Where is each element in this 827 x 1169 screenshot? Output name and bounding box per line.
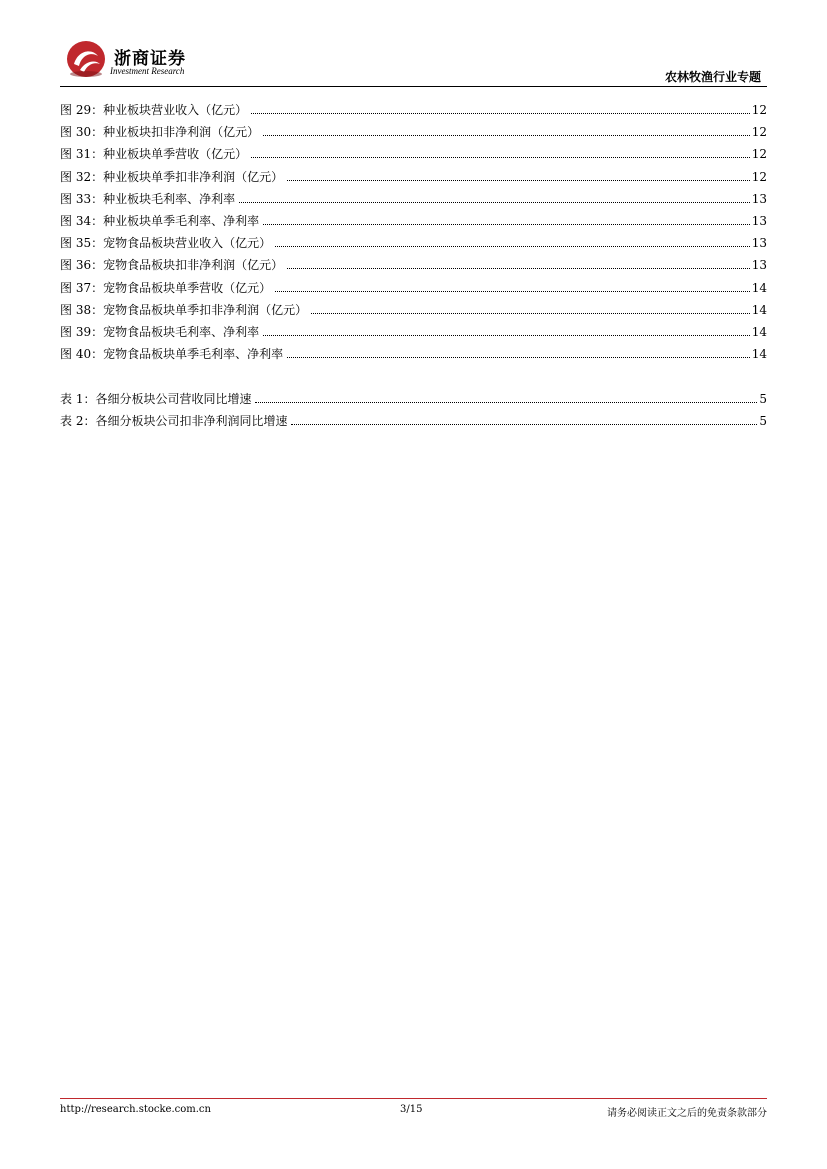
footer-divider [60, 1098, 767, 1099]
toc-entry[interactable] [60, 390, 767, 412]
toc-entry[interactable] [60, 301, 767, 323]
dot-leader [239, 202, 750, 203]
dot-leader [311, 313, 750, 314]
toc-entry[interactable] [60, 345, 767, 367]
page-number: 3/15 [400, 1104, 423, 1115]
dot-leader [291, 424, 757, 425]
toc-entry[interactable] [60, 123, 767, 145]
dot-leader [263, 224, 750, 225]
dot-leader [287, 268, 750, 269]
dot-leader [287, 357, 750, 358]
toc-entry[interactable] [60, 412, 767, 434]
toc-entry-label: 图 34：种业板块单季毛利率、净利率 [60, 213, 260, 228]
toc-entry[interactable] [60, 234, 767, 256]
table-list [60, 390, 767, 434]
header-divider [60, 86, 767, 87]
toc-entry-page: 12 [751, 169, 767, 184]
toc-entry-label: 表 1：各细分板块公司营收同比增速 [60, 392, 252, 406]
dot-leader [287, 180, 750, 181]
toc-entry-page: 5 [759, 392, 767, 406]
toc-entry-label: 图 38：宠物食品板块单季扣非净利润（亿元） [60, 302, 308, 317]
toc-entry-page: 14 [751, 280, 767, 295]
toc-entry[interactable] [60, 212, 767, 234]
toc-entry-page: 5 [759, 414, 767, 429]
toc-entry-page: 13 [751, 258, 767, 273]
toc-entry-label: 图 40：宠物食品板块单季毛利率、净利率 [60, 347, 284, 362]
toc-entry-page: 13 [751, 191, 767, 206]
toc-entry[interactable] [60, 323, 767, 345]
dot-leader [275, 291, 750, 292]
toc-entry-label: 图 36：宠物食品板块扣非净利润（亿元） [60, 258, 284, 273]
report-title: 农林牧渔行业专题 [664, 70, 761, 84]
toc-entry[interactable] [60, 190, 767, 212]
toc-entry[interactable] [60, 145, 767, 167]
toc-entry-label: 表 2：各细分板块公司扣非净利润同比增速 [60, 414, 288, 429]
dot-leader [275, 246, 750, 247]
dot-leader [263, 335, 750, 336]
toc-entry[interactable] [60, 279, 767, 301]
dot-leader [251, 113, 750, 114]
toc-entry-label: 图 39：宠物食品板块毛利率、净利率 [60, 324, 260, 339]
logo-icon [66, 40, 106, 78]
toc-entry-page: 14 [751, 302, 767, 317]
toc-entry-label: 图 37：宠物食品板块单季营收（亿元） [60, 280, 272, 295]
toc-entry-label: 图 32：种业板块单季扣非净利润（亿元） [60, 169, 284, 184]
toc-entry-page: 13 [751, 236, 767, 251]
company-name-cn: 浙商证券 [114, 49, 186, 69]
footer-url[interactable]: http://research.stocke.com.cn [60, 1104, 211, 1115]
dot-leader [255, 402, 757, 403]
disclaimer-note: 请务必阅读正文之后的免责条款部分 [607, 1108, 767, 1119]
company-name-en: Investment Research [110, 66, 185, 76]
toc-entry[interactable] [60, 101, 767, 123]
toc-entry-page: 12 [751, 125, 767, 140]
figure-list [60, 101, 767, 367]
toc-entry-label: 图 31：种业板块单季营收（亿元） [60, 147, 248, 162]
toc-entry-label: 图 35：宠物食品板块营业收入（亿元） [60, 236, 272, 251]
toc-entry-page: 13 [751, 213, 767, 228]
toc-entry-label: 图 33：种业板块毛利率、净利率 [60, 191, 236, 206]
toc-entry-page: 12 [751, 103, 767, 117]
toc-entry-label: 图 30：种业板块扣非净利润（亿元） [60, 125, 260, 140]
toc-entry[interactable] [60, 256, 767, 278]
toc-entry[interactable] [60, 168, 767, 190]
toc-entry-page: 12 [751, 147, 767, 162]
toc-entry-page: 14 [751, 347, 767, 362]
dot-leader [251, 157, 750, 158]
toc-entry-page: 14 [751, 324, 767, 339]
dot-leader [263, 135, 750, 136]
toc-entry-label: 图 29：种业板块营业收入（亿元） [60, 103, 248, 117]
